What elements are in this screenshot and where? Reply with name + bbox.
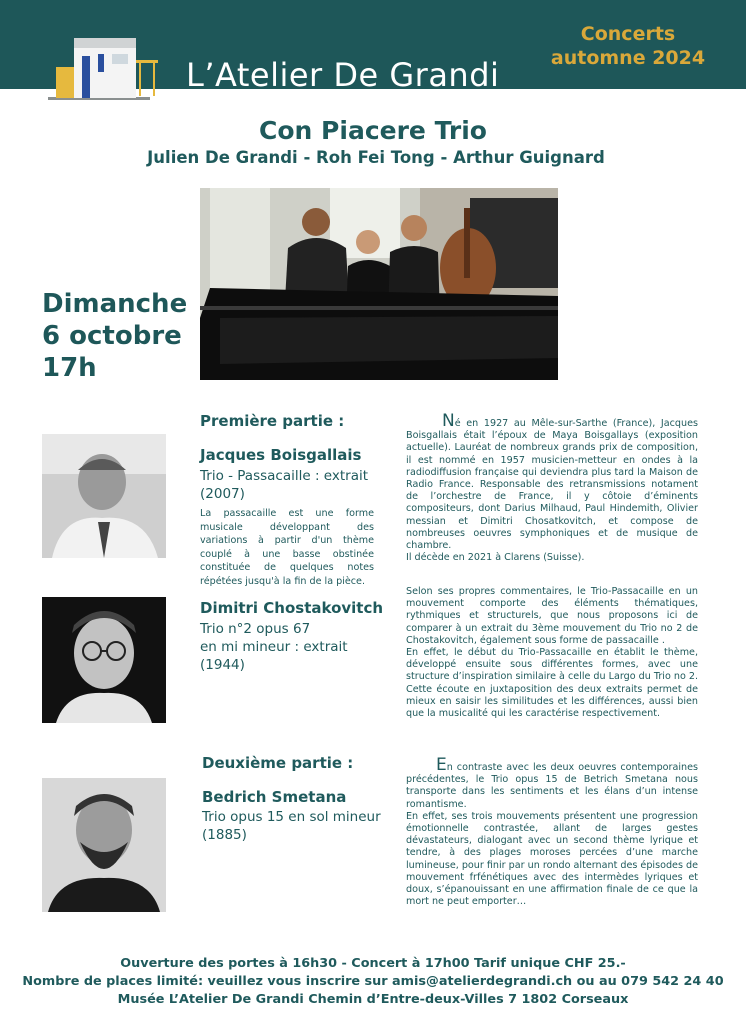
comparison-p1: Selon ses propres commentaires, le Trio-Passacaille en un mouvement comporte des éléments thématiques, rythmiques et structurels, que nous proposons ici de comparer à un extrait du 3ème mouvement du Trio no 2 de Chostakovitch, également sous forme de passacaille . bbox=[406, 586, 698, 646]
footer-registration: Nombre de places limité: veuillez vous inscrire sur amis@atelierdegrandi.ch ou au 079 542 24 40 bbox=[22, 974, 724, 989]
work-year: (2007) bbox=[200, 486, 245, 502]
part2-label: Deuxième partie : bbox=[202, 754, 354, 772]
work-smetana bbox=[202, 808, 381, 844]
performers-line: Julien De Grandi - Roh Fei Tong - Arthur Guignard bbox=[147, 148, 605, 167]
work-chostakovitch bbox=[200, 620, 348, 674]
smetana-portrait bbox=[42, 778, 166, 912]
work-title: Trio - Passacaille : extrait bbox=[200, 468, 369, 484]
smetana-p2: En effet, ses trois mouvements présentent une progression émotionnelle contrastée, allant de larges gestes dévastateurs, dialogant avec un second thème lyrique et tendre, à des plages moroses percées d’une marche lumineuse, pour finir par un rondo alternant des épisodes de mouvement frfénétiques avec des intermèdes lyriques et doux, s’épanouissant en une affirmation finale de ce que la mort ne peut emporter… bbox=[406, 810, 698, 908]
footer-address: Musée L’Atelier De Grandi Chemin d’Entre-deux-Villes 7 1802 Corseaux bbox=[117, 992, 629, 1007]
season-label bbox=[548, 22, 708, 70]
season-line-1: Concerts bbox=[580, 23, 676, 45]
smetana-text bbox=[406, 755, 698, 908]
work-year: (1944) bbox=[200, 657, 245, 673]
bio-paragraph bbox=[406, 411, 698, 552]
comparison-p3: Cette écoute en juxtaposition des deux extraits permet de mieux en saisir les similitudes et les différences, aussi bien que la musicalité qui les caractérise respectivement. bbox=[406, 683, 698, 720]
brand-title: L’Atelier De Grandi bbox=[186, 56, 500, 94]
concert-title: Con Piacere Trio bbox=[259, 116, 487, 145]
passacaille-note: La passacaille est une forme musicale développant des variations à partir d'un thème couplé à une basse obstinée constituée de quelques notes répétées jusqu'à la fin de la pièce. bbox=[200, 508, 374, 587]
dropcap-e: E bbox=[436, 755, 447, 775]
date-month: 6 octobre bbox=[42, 321, 182, 351]
comparison-p2: En effet, le début du Trio-Passacaille en établit le thème, développé ensuite sous différentes formes, avec une structure d’inspiration similaire à celle du Largo du Trio no 2. bbox=[406, 647, 699, 683]
date-day: Dimanche bbox=[42, 289, 188, 319]
work-title: Trio opus 15 en sol mineur bbox=[202, 809, 381, 825]
work-key: en mi mineur : extrait bbox=[200, 639, 348, 655]
composer-smetana: Bedrich Smetana bbox=[202, 788, 347, 806]
work-boisgallais bbox=[200, 467, 368, 503]
boisgallais-portrait bbox=[42, 434, 166, 558]
bio-death: Il décède en 2021 à Clarens (Suisse). bbox=[406, 552, 585, 564]
footer-schedule: Ouverture des portes à 16h30 - Concert à 17h00 Tarif unique CHF 25.- bbox=[120, 956, 626, 971]
smetana-p1 bbox=[406, 755, 698, 811]
comparison-text bbox=[406, 586, 698, 720]
composer-boisgallais: Jacques Boisgallais bbox=[200, 446, 362, 464]
atelier-building-logo bbox=[46, 34, 158, 102]
part1-label: Première partie : bbox=[200, 412, 345, 430]
season-line-2: automne 2024 bbox=[550, 47, 706, 69]
bio-text: é en 1927 au Mêle-sur-Sarthe (France), Jacques Boisgallais était l’époux de Maya Boisgallays (exposition actuelle). Lauréat de nombreux grands prix de composition, il est nommé en 1957 musicien-metteur en ondes à la radiodiffusion française qui deviendra plus tard la Maison de Radio France. Responsable des retransmissions notament de l’orchestre de France, il y côtoie d’éminents compositeurs, dont Darius Milhaud, Paul Hindemith, Olivier messian et Dimitri Chosatkovitch, et compose de nombreuses oeuvres symphoniques et de musique de chambre. bbox=[406, 418, 698, 552]
boisgallais-bio bbox=[406, 411, 698, 564]
composer-chostakovitch: Dimitri Chostakovitch bbox=[200, 599, 384, 617]
chostakovitch-portrait bbox=[42, 597, 166, 723]
date-time: 17h bbox=[42, 353, 97, 383]
concert-date bbox=[42, 288, 187, 384]
work-title: Trio n°2 opus 67 bbox=[200, 621, 311, 637]
smetana-p1-text: n contraste avec les deux oeuvres contemporaines précédentes, le Trio opus 15 de Betrich Smetana nous transporte dans les sentiments et les élans d’un intense romantisme. bbox=[406, 762, 698, 810]
dropcap-n: N bbox=[442, 411, 455, 431]
trio-photo bbox=[200, 188, 558, 380]
work-year: (1885) bbox=[202, 827, 247, 843]
